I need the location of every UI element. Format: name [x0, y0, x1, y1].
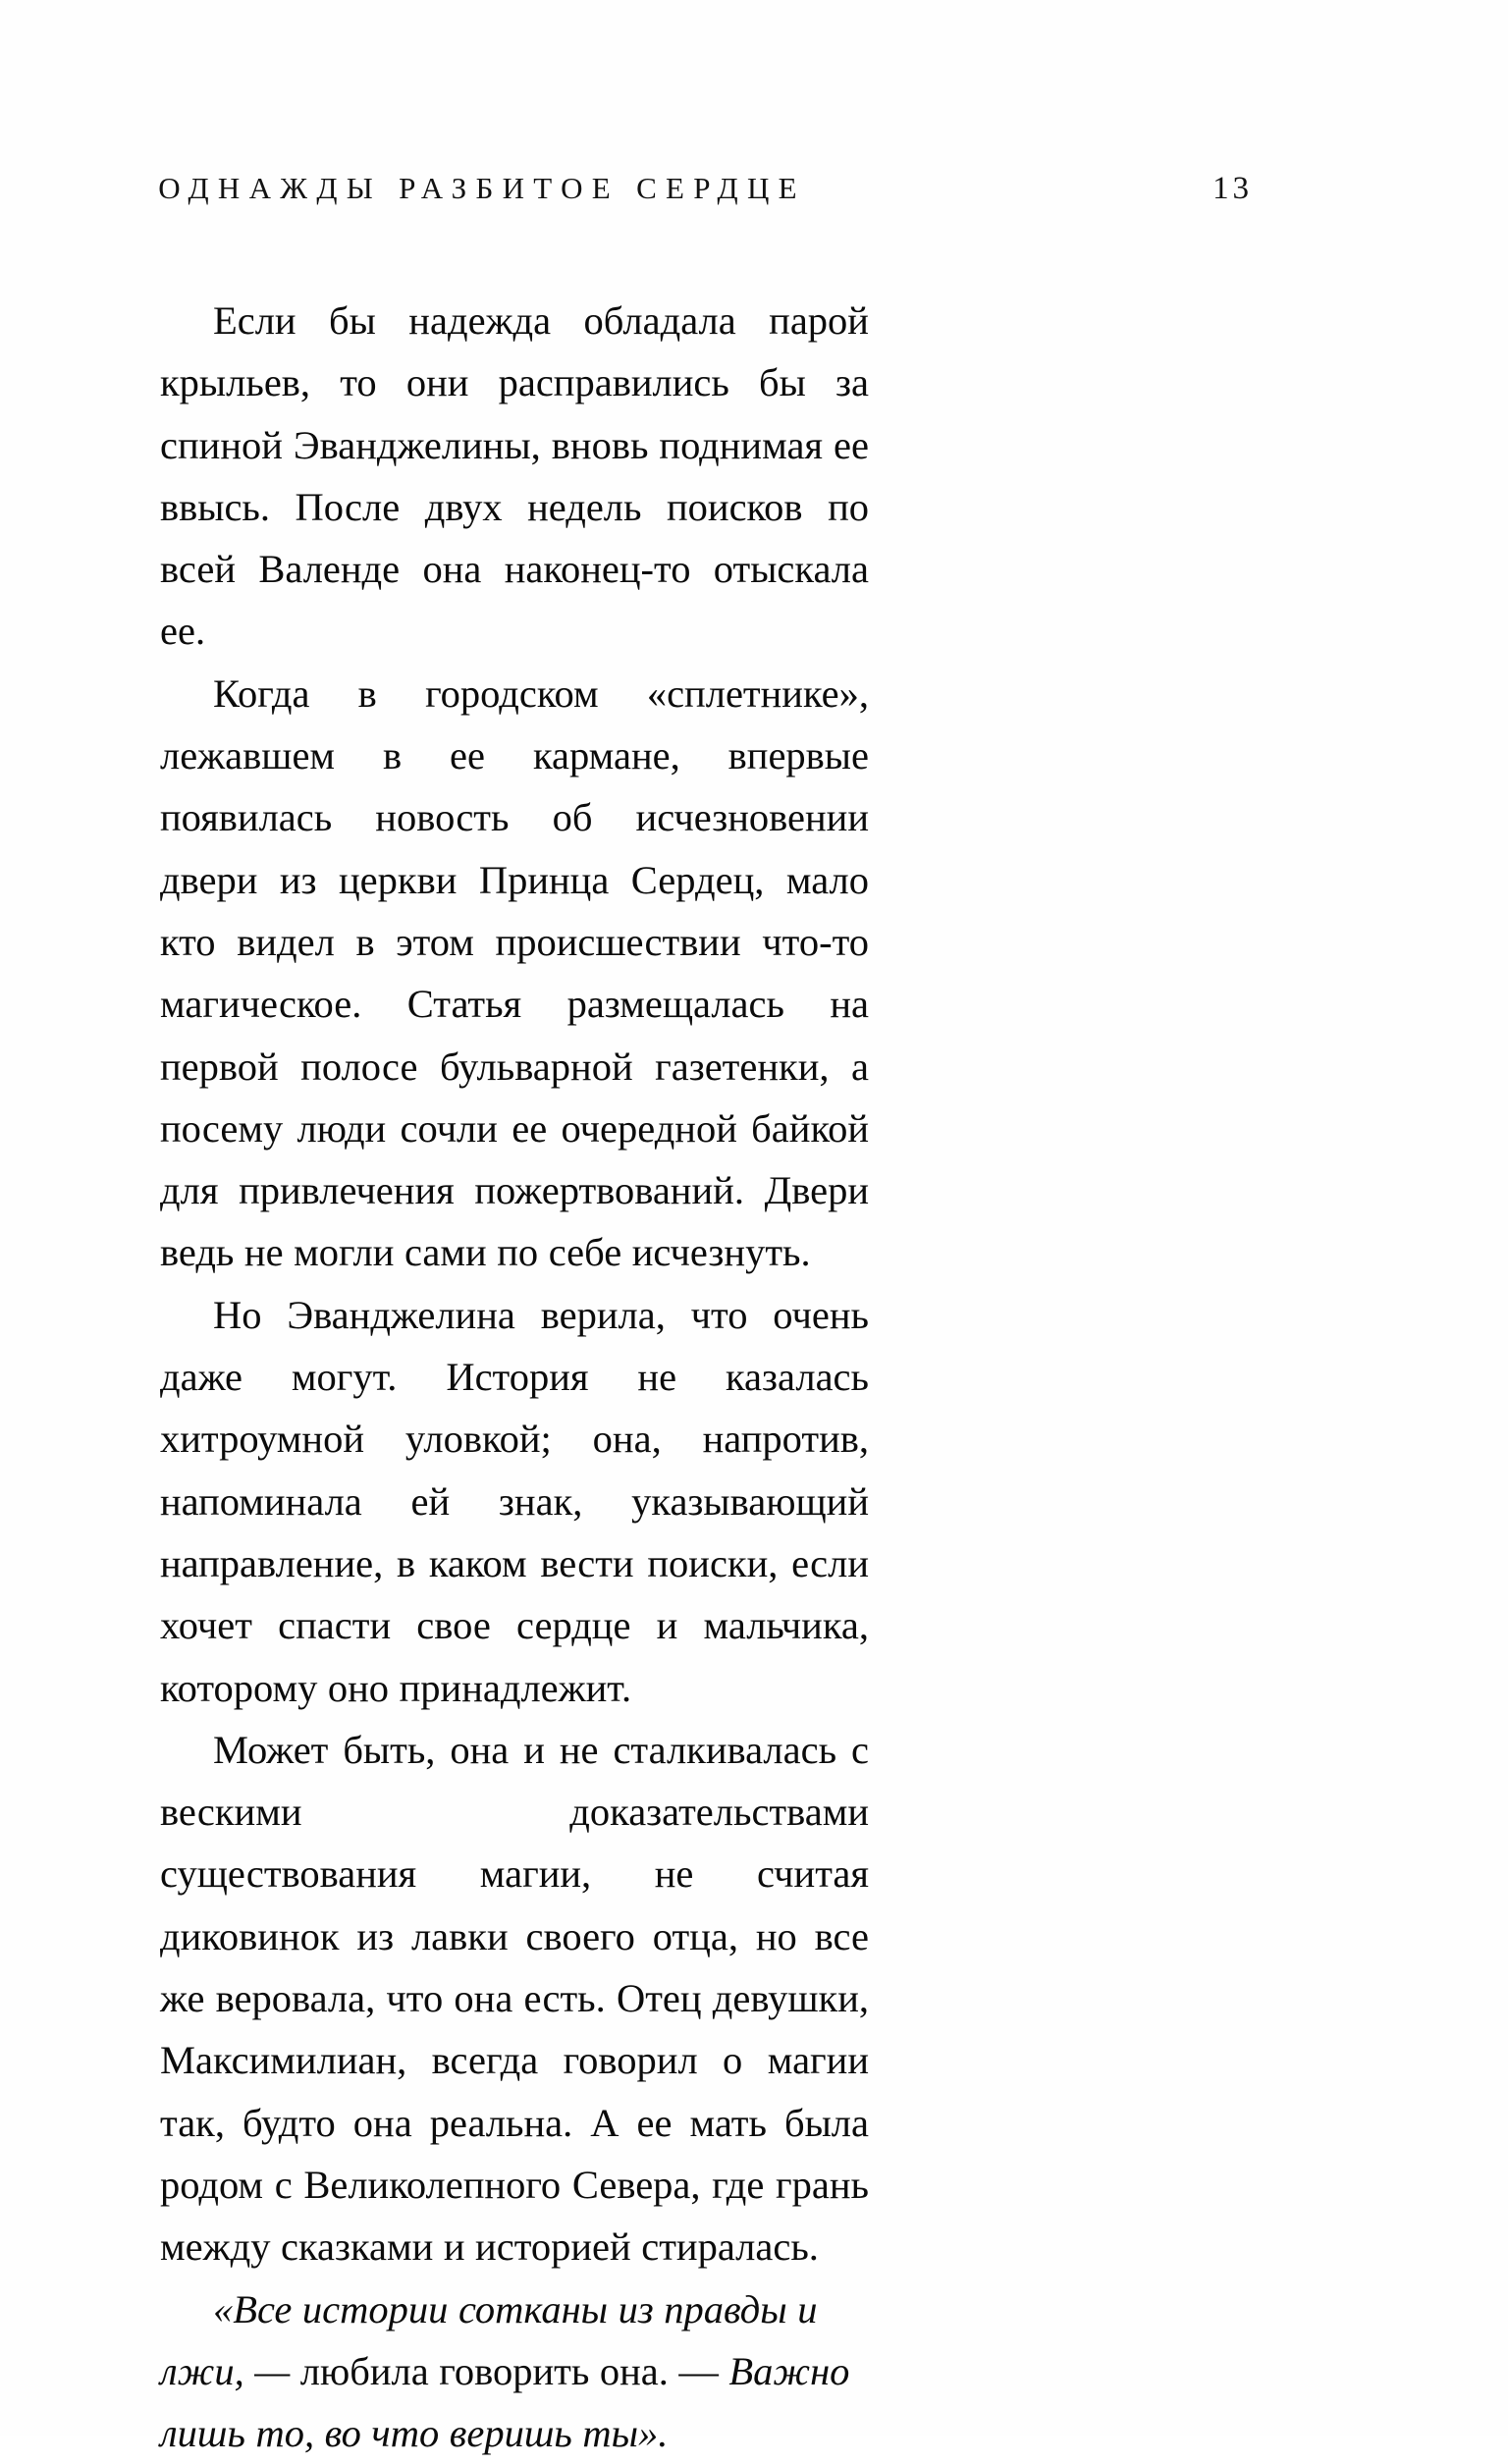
- paragraph-quote: [160, 2278, 869, 2464]
- running-title: ОДНАЖДЫ РАЗБИТОЕ СЕРДЦЕ: [149, 173, 806, 203]
- paragraph: Может быть, она и не сталкивалась с вескими доказательствами существования магии, не считая диковинок из лавки своего отца, но все же веровала, что она есть. Отец девушки, Максимилиан, всегда говорил о магии так, будто она реальна. А ее мать была родом с Великолепного Севера, где грань между сказками и историей стиралась.: [160, 1719, 869, 2278]
- running-head: [149, 173, 1359, 228]
- paragraph: Если бы надежда обладала парой крыльев, то они расправились бы за спиной Эванджелины, вновь поднимая ее ввысь. После двух недель поисков по всей Валенде она наконец-то отыскала ее.: [160, 290, 869, 663]
- quote-attribution: любила говорить она. —: [290, 2349, 728, 2393]
- paragraph: Когда в городском «сплетнике», лежавшем в ее кармане, впервые появилась новость об исчезновении двери из церкви Принца Сердец, мало кто видел в этом происшествии что-то магическое. Статья размещалась на первой полосе бульварной газетенки, а посему люди сочли ее очередной байкой для привлечения пожертвований. Двери ведь не могли сами по себе исчезнуть.: [160, 663, 869, 1284]
- quote-italic-open: «Все истории сотканы из правды и лжи, —: [160, 2287, 817, 2393]
- body-text: [160, 290, 869, 2464]
- quote-italic-close: Важно лишь то, во что веришь ты».: [160, 2349, 849, 2455]
- paragraph: Но Эванджелина верила, что очень даже могут. История не казалась хитроумной уловкой; она, напротив, напоминала ей знак, указывающий направление, в каком вести поиски, если хочет спасти свое сердце и мальчика, которому оно принадлежит.: [160, 1284, 869, 1719]
- page-number: 13: [1212, 173, 1359, 205]
